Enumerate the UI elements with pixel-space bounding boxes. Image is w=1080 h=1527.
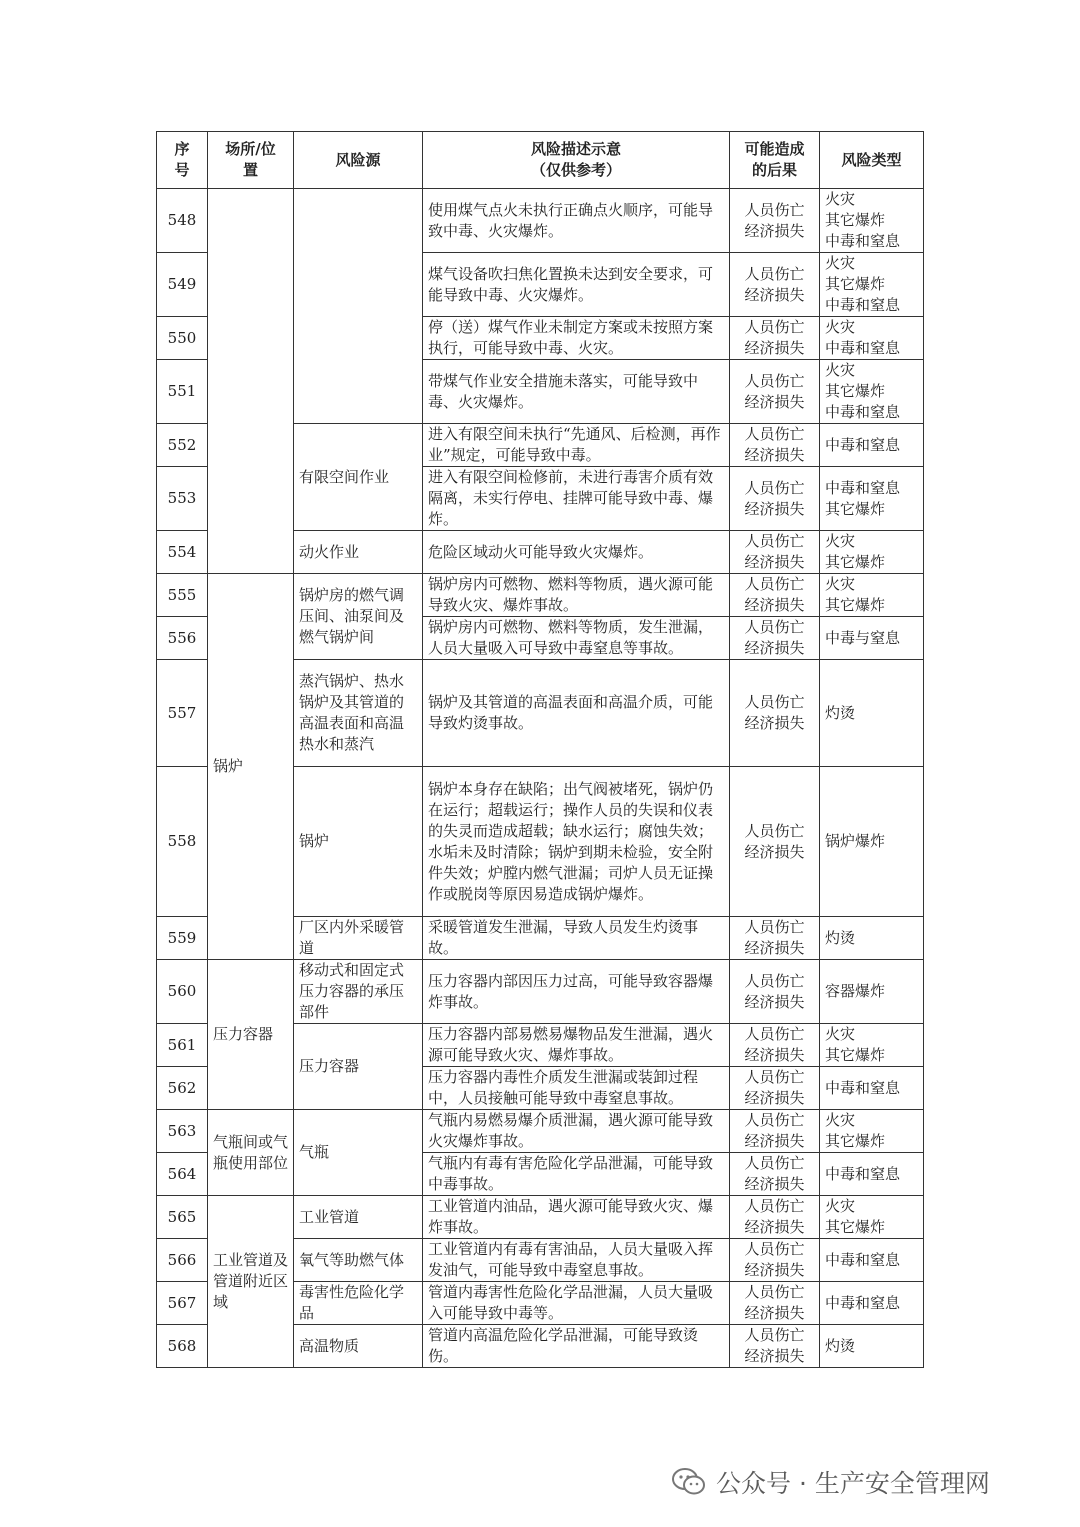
row-type: 中毒和窒息 — [820, 424, 924, 467]
row-seq: 552 — [157, 424, 208, 467]
row-type: 火灾 其它爆炸 中毒和窒息 — [820, 189, 924, 253]
row-seq: 556 — [157, 617, 208, 660]
row-seq: 559 — [157, 917, 208, 960]
row-description: 锅炉房内可燃物、燃料等物质，发生泄漏，人员大量吸入可导致中毒窒息等事故。 — [423, 617, 730, 660]
wechat-icon — [672, 1468, 706, 1496]
row-consequence: 人员伤亡 经济损失 — [730, 617, 820, 660]
row-seq: 568 — [157, 1325, 208, 1368]
row-consequence: 人员伤亡 经济损失 — [730, 1024, 820, 1067]
table-row — [157, 960, 924, 1024]
row-type: 锅炉爆炸 — [820, 767, 924, 917]
row-consequence: 人员伤亡 经济损失 — [730, 1067, 820, 1110]
row-type: 火灾 其它爆炸 — [820, 1110, 924, 1153]
row-description: 锅炉及其管道的高温表面和高温介质，可能导致灼烫事故。 — [423, 660, 730, 767]
header-type: 风险类型 — [820, 132, 924, 189]
row-description: 进入有限空间未执行“先通风、后检测，再作业”规定，可能导致中毒。 — [423, 424, 730, 467]
source-cell: 有限空间作业 — [294, 424, 423, 531]
row-consequence: 人员伤亡 经济损失 — [730, 253, 820, 317]
source-cell — [294, 189, 423, 424]
row-type: 中毒和窒息 其它爆炸 — [820, 467, 924, 531]
row-seq: 562 — [157, 1067, 208, 1110]
row-description: 进入有限空间检修前，未进行毒害介质有效隔离，未实行停电、挂牌可能导致中毒、爆炸。 — [423, 467, 730, 531]
source-cell: 移动式和固定式压力容器的承压部件 — [294, 960, 423, 1024]
row-type: 灼烫 — [820, 1325, 924, 1368]
row-description: 气瓶内易燃易爆介质泄漏，遇火源可能导致火灾爆炸事故。 — [423, 1110, 730, 1153]
row-seq: 565 — [157, 1196, 208, 1239]
row-seq: 560 — [157, 960, 208, 1024]
source-cell: 高温物质 — [294, 1325, 423, 1368]
row-type: 火灾 其它爆炸 — [820, 574, 924, 617]
source-cell: 动火作业 — [294, 531, 423, 574]
row-type: 容器爆炸 — [820, 960, 924, 1024]
row-consequence: 人员伤亡 经济损失 — [730, 360, 820, 424]
row-description: 压力容器内部因压力过高，可能导致容器爆炸事故。 — [423, 960, 730, 1024]
row-seq: 551 — [157, 360, 208, 424]
row-consequence: 人员伤亡 经济损失 — [730, 1239, 820, 1282]
row-type: 火灾 中毒和窒息 — [820, 317, 924, 360]
source-cell: 毒害性危险化学品 — [294, 1282, 423, 1325]
row-type: 火灾 其它爆炸 中毒和窒息 — [820, 360, 924, 424]
row-consequence: 人员伤亡 经济损失 — [730, 467, 820, 531]
row-consequence: 人员伤亡 经济损失 — [730, 1110, 820, 1153]
row-description: 采暖管道发生泄漏，导致人员发生灼烫事故。 — [423, 917, 730, 960]
row-consequence: 人员伤亡 经济损失 — [730, 1325, 820, 1368]
source-cell: 蒸汽锅炉、热水锅炉及其管道的高温表面和高温热水和蒸汽 — [294, 660, 423, 767]
row-description: 管道内毒害性危险化学品泄漏，人员大量吸入可能导致中毒等。 — [423, 1282, 730, 1325]
row-description: 使用煤气点火未执行正确点火顺序，可能导致中毒、火灾爆炸。 — [423, 189, 730, 253]
row-description: 锅炉房内可燃物、燃料等物质，遇火源可能导致火灾、爆炸事故。 — [423, 574, 730, 617]
row-consequence: 人员伤亡 经济损失 — [730, 767, 820, 917]
location-cell: 工业管道及管道附近区域 — [208, 1196, 294, 1368]
table-row — [157, 574, 924, 617]
row-consequence: 人员伤亡 经济损失 — [730, 917, 820, 960]
row-description: 压力容器内毒性介质发生泄漏或装卸过程中，人员接触可能导致中毒窒息事故。 — [423, 1067, 730, 1110]
table-row — [157, 1110, 924, 1153]
header-source: 风险源 — [294, 132, 423, 189]
risk-table — [156, 131, 924, 1368]
row-consequence: 人员伤亡 经济损失 — [730, 574, 820, 617]
row-type: 灼烫 — [820, 917, 924, 960]
row-consequence: 人员伤亡 经济损失 — [730, 1196, 820, 1239]
row-description: 煤气设备吹扫焦化置换未达到安全要求，可能导致中毒、火灾爆炸。 — [423, 253, 730, 317]
location-cell: 气瓶间或气瓶使用部位 — [208, 1110, 294, 1196]
row-type: 火灾 其它爆炸 — [820, 531, 924, 574]
row-description: 危险区域动火可能导致火灾爆炸。 — [423, 531, 730, 574]
header-description: 风险描述示意 （仅供参考） — [423, 132, 730, 189]
row-consequence: 人员伤亡 经济损失 — [730, 960, 820, 1024]
row-type: 火灾 其它爆炸 中毒和窒息 — [820, 253, 924, 317]
row-consequence: 人员伤亡 经济损失 — [730, 1282, 820, 1325]
table-header-row — [157, 132, 924, 189]
row-seq: 554 — [157, 531, 208, 574]
row-description: 管道内高温危险化学品泄漏，可能导致烫伤。 — [423, 1325, 730, 1368]
row-description: 工业管道内有毒有害油品，人员大量吸入挥发油气，可能导致中毒窒息事故。 — [423, 1239, 730, 1282]
row-consequence: 人员伤亡 经济损失 — [730, 424, 820, 467]
row-consequence: 人员伤亡 经济损失 — [730, 189, 820, 253]
watermark — [672, 1462, 990, 1502]
row-seq: 563 — [157, 1110, 208, 1153]
row-seq: 566 — [157, 1239, 208, 1282]
header-location: 场所/位 置 — [208, 132, 294, 189]
row-seq: 564 — [157, 1153, 208, 1196]
row-seq: 549 — [157, 253, 208, 317]
source-cell: 锅炉 — [294, 767, 423, 917]
header-consequence: 可能造成 的后果 — [730, 132, 820, 189]
row-seq: 567 — [157, 1282, 208, 1325]
row-seq: 555 — [157, 574, 208, 617]
row-consequence: 人员伤亡 经济损失 — [730, 531, 820, 574]
header-seq: 序 号 — [157, 132, 208, 189]
row-type: 火灾 其它爆炸 — [820, 1196, 924, 1239]
row-type: 中毒和窒息 — [820, 1067, 924, 1110]
row-type: 中毒与窒息 — [820, 617, 924, 660]
source-cell: 氧气等助燃气体 — [294, 1239, 423, 1282]
table-row — [157, 1196, 924, 1239]
source-cell: 厂区内外采暖管道 — [294, 917, 423, 960]
location-cell — [208, 189, 294, 574]
row-consequence: 人员伤亡 经济损失 — [730, 1153, 820, 1196]
table-row — [157, 189, 924, 253]
row-seq: 550 — [157, 317, 208, 360]
row-seq: 558 — [157, 767, 208, 917]
watermark-text: 公众号 · 生产安全管理网 — [716, 1469, 990, 1498]
row-description: 锅炉本身存在缺陷；出气阀被堵死，锅炉仍在运行；超载运行；操作人员的失误和仪表的失灵而造成超载；缺水运行；腐蚀失效；水垢未及时清除；锅炉到期未检验，安全附件失效；炉膛内燃气泄漏；司炉人员无证操作或脱岗等原因易造成锅炉爆炸。 — [423, 767, 730, 917]
location-cell: 锅炉 — [208, 574, 294, 960]
row-type: 灼烫 — [820, 660, 924, 767]
source-cell: 工业管道 — [294, 1196, 423, 1239]
row-description: 带煤气作业安全措施未落实，可能导致中毒、火灾爆炸。 — [423, 360, 730, 424]
row-seq: 557 — [157, 660, 208, 767]
row-consequence: 人员伤亡 经济损失 — [730, 660, 820, 767]
source-cell: 锅炉房的燃气调压间、油泵间及燃气锅炉间 — [294, 574, 423, 660]
row-description: 停（送）煤气作业未制定方案或未按照方案执行，可能导致中毒、火灾。 — [423, 317, 730, 360]
row-description: 压力容器内部易燃易爆物品发生泄漏，遇火源可能导致火灾、爆炸事故。 — [423, 1024, 730, 1067]
source-cell: 气瓶 — [294, 1110, 423, 1196]
location-cell: 压力容器 — [208, 960, 294, 1110]
source-cell: 压力容器 — [294, 1024, 423, 1110]
row-type: 中毒和窒息 — [820, 1153, 924, 1196]
row-description: 气瓶内有毒有害危险化学品泄漏，可能导致中毒事故。 — [423, 1153, 730, 1196]
row-consequence: 人员伤亡 经济损失 — [730, 317, 820, 360]
row-description: 工业管道内油品，遇火源可能导致火灾、爆炸事故。 — [423, 1196, 730, 1239]
row-type: 火灾 其它爆炸 — [820, 1024, 924, 1067]
row-seq: 561 — [157, 1024, 208, 1067]
row-type: 中毒和窒息 — [820, 1239, 924, 1282]
row-seq: 548 — [157, 189, 208, 253]
row-type: 中毒和窒息 — [820, 1282, 924, 1325]
row-seq: 553 — [157, 467, 208, 531]
